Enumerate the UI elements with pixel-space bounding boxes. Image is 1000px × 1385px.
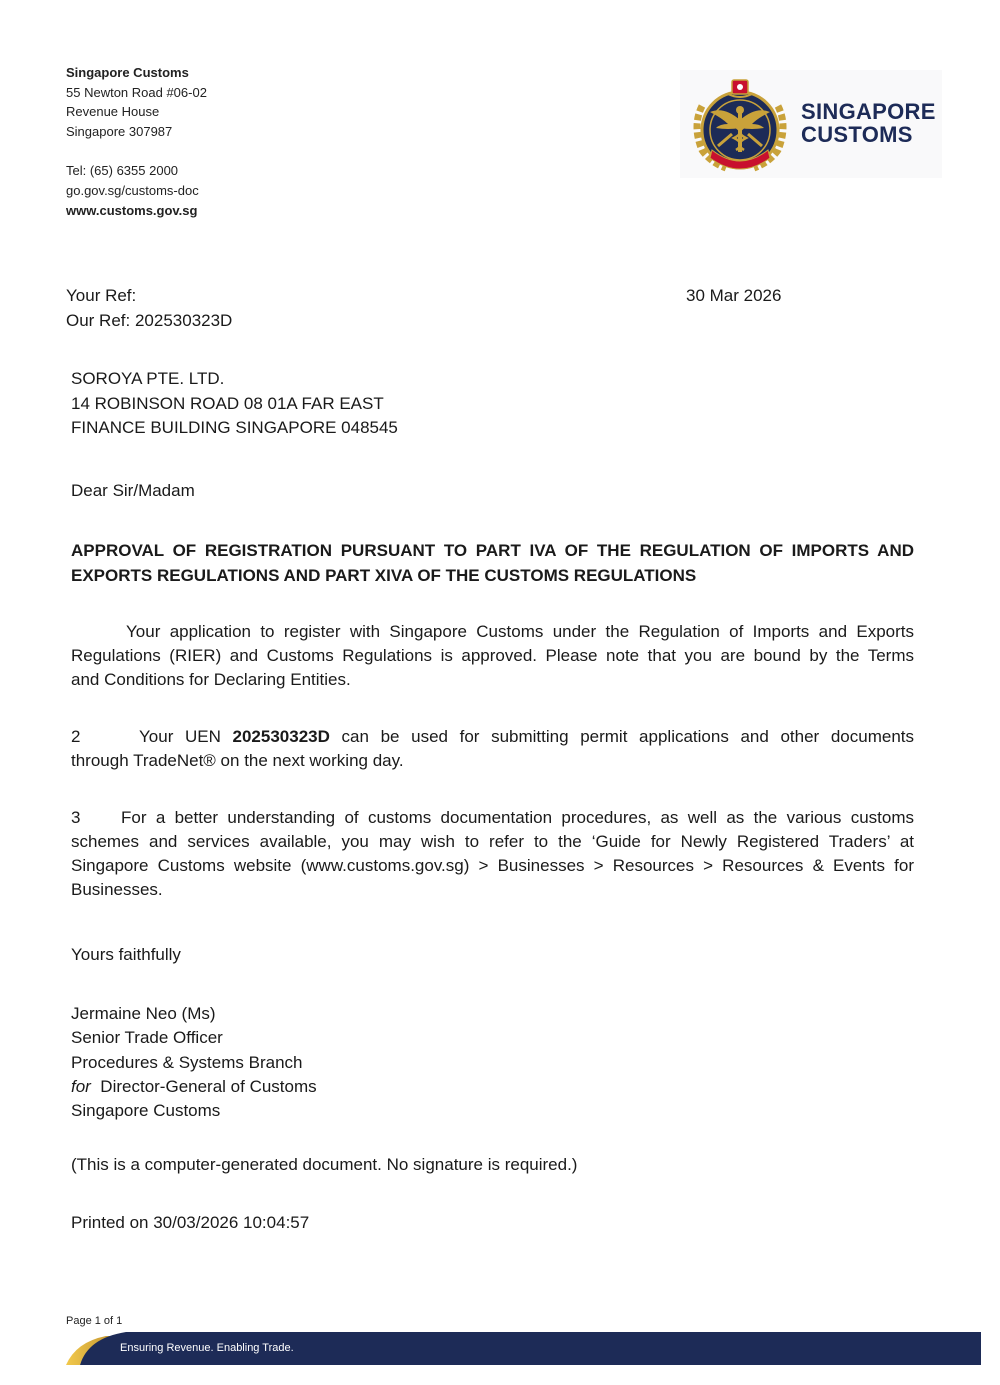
paragraph-line [71,725,914,749]
computer-generated-note: (This is a computer-generated document. No signature is required.) [71,1155,578,1174]
footer-tagline: Ensuring Revenue. Enabling Trade. [120,1342,294,1354]
singapore-customs-logo [680,70,942,178]
signatory-branch: Procedures & Systems Branch [71,1052,303,1072]
signature-block [71,1002,317,1123]
page-number: Page 1 of 1 [66,1315,123,1327]
addressee-block [71,367,398,441]
paragraph-line: Regulations (RIER) and Customs Regulations is approved. Please note that you are bound by the Terms [71,646,914,665]
addressee-line: SOROYA PTE. LTD. [71,369,225,388]
logo-wordmark-line2: CUSTOMS [801,122,913,147]
uen-number: 202530323D [232,727,330,746]
signatory-title: Senior Trade Officer [71,1028,223,1048]
reference-block [66,284,232,333]
letter-date: 30 Mar 2026 [686,286,782,305]
closing: Yours faithfully [71,945,181,964]
sender-address-line: Singapore 307987 [66,123,173,139]
signatory-on-behalf [71,1075,317,1099]
paragraph-number: 2 [71,727,81,746]
salutation: Dear Sir/Madam [71,481,195,500]
sender-website[interactable]: www.customs.gov.sg [66,202,198,218]
paragraph-text: For a better understanding of customs documentation procedures, as well as the various customs [121,808,914,827]
footer-banner [66,1332,981,1365]
customs-seal-icon [688,76,792,174]
addressee-line: 14 ROBINSON ROAD 08 01A FAR EAST [71,393,384,413]
sender-address-line: 55 Newton Road #06-02 [66,84,207,100]
sender-tel: Tel: (65) 6355 2000 [66,163,179,179]
sender-doc-link[interactable]: go.gov.sg/customs-doc [66,182,199,198]
sender-address-line: Revenue House [66,104,160,120]
paragraph-2 [71,725,914,773]
paragraph-line: through TradeNet® on the next working day. [71,751,404,770]
paragraph-1 [71,620,914,692]
subject-line: APPROVAL OF REGISTRATION PURSUANT TO PART IVA OF THE REGULATION OF IMPORTS AND [71,541,914,560]
sender-block [66,63,207,220]
paragraph-3 [71,806,914,902]
paragraph-line: and Conditions for Declaring Entities. [71,670,351,689]
paragraph-text: can be used for submitting permit applications and other documents [329,727,915,746]
on-behalf-text: Director-General of Customs [100,1076,317,1096]
paragraph-text: Your UEN [139,727,233,746]
logo-wordmark [801,100,936,146]
subject-heading [71,539,914,588]
addressee-line: FINANCE BUILDING SINGAPORE 048545 [71,418,398,437]
paragraph-line: schemes and services available, you may wish to refer to the ‘Guide for Newly Registered Traders’ at [71,832,914,851]
logo-wordmark-line1: SINGAPORE [801,99,936,124]
signatory-name: Jermaine Neo (Ms) [71,1004,216,1023]
paragraph-line: Your application to register with Singapore Customs under the Regulation of Imports and Exports [126,622,914,641]
your-ref: Your Ref: [66,286,137,305]
signatory-org: Singapore Customs [71,1101,221,1121]
sender-name: Singapore Customs [66,65,189,80]
our-ref: Our Ref: 202530323D [66,310,233,330]
paragraph-line [71,806,914,830]
for-word: for [71,1076,91,1096]
paragraph-line: Businesses. [71,880,163,899]
printed-timestamp: Printed on 30/03/2026 10:04:57 [71,1213,310,1232]
paragraph-line: Singapore Customs website (www.customs.gov.sg) > Businesses > Resources > Resources & Events for [71,856,914,875]
subject-line: EXPORTS REGULATIONS AND PART XIVA OF THE CUSTOMS REGULATIONS [71,565,697,585]
paragraph-number: 3 [71,808,81,827]
